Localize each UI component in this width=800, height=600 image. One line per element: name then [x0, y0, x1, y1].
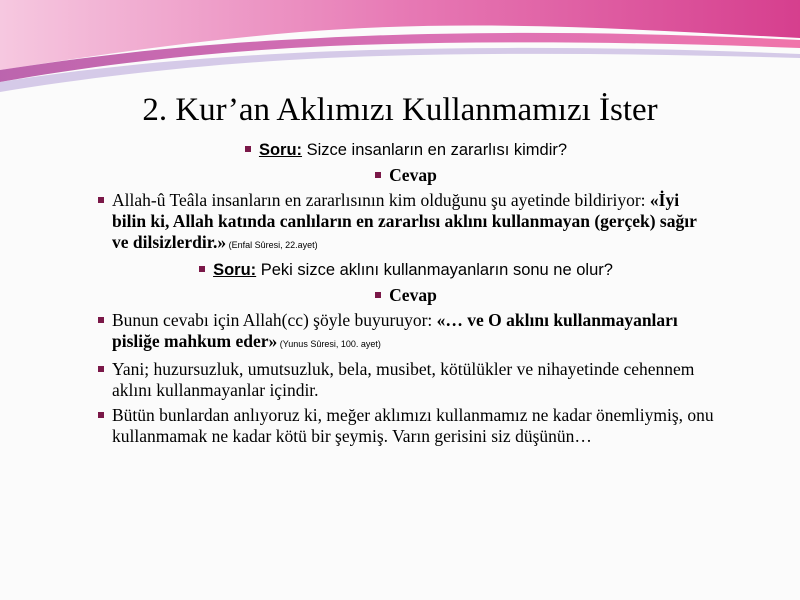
bullet-icon [98, 412, 104, 418]
question-text: Sizce insanların en zararlısı kimdir? [302, 141, 568, 159]
question-text: Peki sizce aklını kullanmayanların sonu ne olur? [256, 261, 613, 279]
answer-heading-2 [96, 285, 716, 306]
question-1 [96, 140, 716, 161]
answer-label: Cevap [389, 285, 437, 305]
answer-label: Cevap [389, 165, 437, 185]
answer-heading-1 [96, 165, 716, 186]
bullet-icon [98, 366, 104, 372]
question-label: Soru: [258, 141, 303, 159]
bullet-icon [98, 197, 104, 203]
question-2 [96, 260, 716, 281]
bullet-icon [375, 172, 381, 178]
paragraph-1 [96, 190, 716, 256]
paragraph-intro: Bunun cevabı için Allah(cc) şöyle buyuruyor: [112, 310, 437, 330]
paragraph-3 [96, 359, 716, 401]
paragraph-2 [96, 310, 716, 355]
slide-title: 2. Kur’an Aklımızı Kullanmamızı İster [142, 92, 658, 128]
paragraph-intro: Allah-û Teâla insanların en zararlısının kim olduğunu şu ayetinde bildiriyor: [112, 190, 650, 210]
header-decoration [0, 0, 800, 96]
paragraph-4 [96, 405, 716, 447]
question-label: Soru: [213, 261, 257, 279]
paragraph-text: Bütün bunlardan anlıyoruz ki, meğer aklımızı kullanmamız ne kadar önemliymiş, onu kullanmamak ne kadar kötü bir şeymiş. Varın gerisini siz düşünün… [112, 405, 714, 446]
verse-reference: (Enfal Sûresi, 22.ayet) [226, 240, 318, 250]
bullet-icon [199, 266, 205, 272]
verse-reference: (Yunus Sûresi, 100. ayet) [277, 339, 381, 349]
bullet-icon [98, 317, 104, 323]
verse-quote: «… ve O aklını kullanmayanları pisliğe mahkum eder» [112, 310, 678, 351]
verse-quote: «İyi bilin ki, Allah katında canlıların en zararlısı aklını kullanmayan (gerçek) sağır ve dilsizlerdir.» [112, 190, 697, 252]
bullet-icon [375, 292, 381, 298]
bullet-icon [245, 146, 251, 152]
paragraph-text: Yani; huzursuzluk, umutsuzluk, bela, musibet, kötülükler ve nihayetinde cehennem aklını kullanmayanlar içindir. [112, 359, 695, 400]
slide-content [96, 140, 716, 451]
